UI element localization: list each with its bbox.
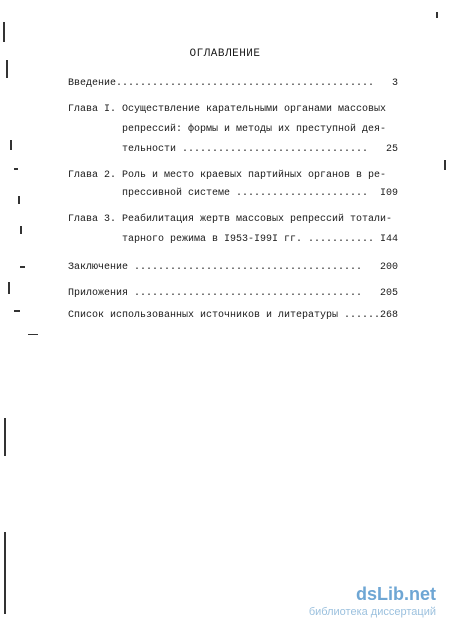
scan-mark (436, 12, 438, 18)
page-title: ОГЛАВЛЕНИЕ (189, 48, 261, 60)
scan-mark (3, 22, 5, 42)
toc-entry-introduction: Введение........................................... (68, 78, 375, 89)
toc-page-introduction: 3 (391, 78, 398, 89)
toc-entry-chapter-2-line-1: Глава 2. Роль и место краевых партийных органов в ре- (68, 170, 387, 181)
scan-mark (28, 334, 38, 335)
toc-entry-appendices: Приложения ...................................... (68, 288, 363, 299)
toc-page-chapter-3: I44 (379, 234, 398, 245)
toc-entry-bibliography: Список использованных источников и литературы ...... (68, 310, 381, 321)
scan-mark (14, 310, 20, 312)
toc-entry-chapter-1-line-2: репрессий: формы и методы их преступной дея- (68, 124, 387, 135)
toc-entry-chapter-1-line-1: Глава I. Осуществление карательными органами массовых (68, 104, 387, 115)
scan-mark (4, 532, 6, 614)
toc-entry-chapter-3-line-1: Глава 3. Реабилитация жертв массовых репрессий тотали- (68, 214, 393, 225)
toc-entry-chapter-2-line-2: прессивной системе ...................... (68, 188, 369, 199)
scan-mark (20, 226, 22, 234)
watermark-subtitle: библиотека диссертаций (308, 606, 436, 618)
toc-entry-chapter-1-line-3: тельности ............................... (68, 144, 369, 155)
toc-entry-chapter-3-line-2: тарного режима в I953-I99I гг. ........... (68, 234, 375, 245)
scan-mark (20, 266, 25, 268)
scan-mark (4, 418, 6, 456)
toc-entry-conclusion: Заключение ...................................... (68, 262, 363, 273)
watermark-logo: dsLib.net (356, 584, 436, 604)
toc-page-appendices: 205 (379, 288, 398, 299)
toc-page-bibliography: 268 (379, 310, 398, 321)
scan-mark (444, 160, 446, 170)
toc-page-conclusion: 200 (379, 262, 398, 273)
scan-mark (14, 168, 18, 170)
scan-mark (6, 60, 8, 78)
scan-mark (8, 282, 10, 294)
scan-mark (10, 140, 12, 150)
toc-page-chapter-2: I09 (379, 188, 398, 199)
toc-page-chapter-1: 25 (385, 144, 398, 155)
scan-mark (18, 196, 20, 204)
